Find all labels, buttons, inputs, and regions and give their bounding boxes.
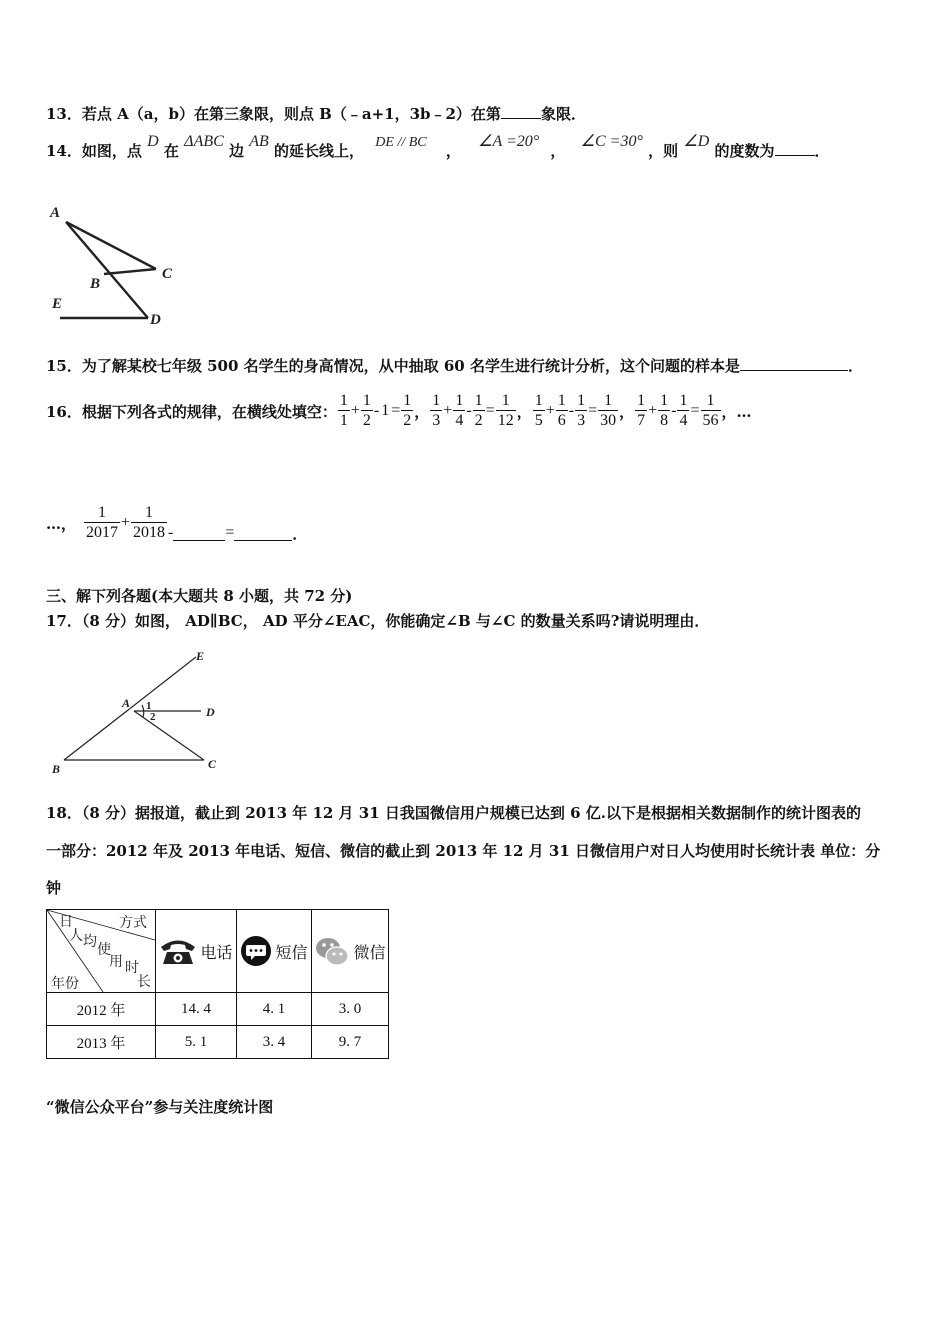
header-wechat: 微信 [312,910,389,993]
question-13: 13．若点 A（a，b）在第三象限，则点 B（﹣a+1，3b﹣2）在第 象限． [46,105,586,123]
answer-blank[interactable] [775,141,815,156]
question-15: 15．为了解某校七年级 500 名学生的身高情况，从中抽取 60 名学生进行统计分析，这个问题的样本是 ． [46,357,863,375]
answer-blank-1[interactable] [173,526,225,541]
label-B: B [90,276,101,292]
header-phone: 电话 [156,910,237,993]
corner-year: 年份 [51,977,79,992]
label-A: A [50,205,61,221]
section-3-title: 三、解下列各题(本大题共 8 小题，共 72 分) [46,587,353,605]
question-18-line2: 一部分：2012 年及 2013 年电话、短信、微信的截止到 2013 年 12 月 31 日微信用户对日人均使用时长统计表 单位：分 [46,842,881,860]
svg-text:用: 用 [109,955,123,970]
answer-blank[interactable] [501,104,541,119]
label-E: E [196,649,205,663]
svg-text:时: 时 [125,961,139,976]
question-14: 14．如图，点 D 在 ΔABC 边 AB 的延长线上， DE // BC ， ∠A =20° ， ∠C =30° ，则 ∠D 的度数为 ． [46,133,830,160]
usage-table [46,909,389,1059]
corner-header-cell [47,910,156,993]
svg-text:日: 日 [59,915,73,930]
label-D: D [150,312,161,328]
header-sms: 短信 [237,910,312,993]
q14-triangle-figure [46,200,186,330]
answer-blank[interactable] [740,356,848,371]
angle-1-label: 1 [146,700,152,712]
label-B: B [52,762,61,776]
label-C: C [208,757,217,771]
chart-title: “微信公众平台”参与关注度统计图 [46,1098,274,1116]
svg-text:使: 使 [97,943,111,958]
svg-text:均: 均 [83,935,97,950]
question-16: 16． 根据下列各式的规律，在横线处填空： $\frac{1}{1}$ + $\frac{1}{2}$ - 1 = $\frac{1}{2}$ ， $\frac{1}{3}$ + $\frac{1}{4}$ - $\frac{1}{2}$ = $\frac{1}{12}$ ， $\frac{1}{5}$ + $\frac{1}{6}$ - $\frac{1}{3}$ = $\frac{1}{30}$ ， $\frac{1}{7}$ + $\frac{1}{8}$ - $\frac{1}{4}$ = $\frac{1}{56}$ ，… [46,391,752,429]
svg-text:人: 人 [69,929,83,944]
question-18: 18．（8 分）据报道，截止到 2013 年 12 月 31 日我国微信用户规模已达到 6 亿.以下是根据相关数据制作的统计图表的 [46,804,861,822]
telephone-icon [159,936,197,966]
question-18-line3: 钟 [46,879,62,897]
q17-figure [46,645,236,780]
label-E: E [52,296,63,312]
label-C: C [162,266,173,282]
angle-2-label: 2 [150,711,156,723]
wechat-icon [314,935,350,967]
svg-text:长: 长 [137,975,151,990]
answer-blank-2[interactable] [234,526,292,541]
table-row: 2012 年 14. 4 4. 1 3. 0 [47,993,389,1026]
corner-method: 方式 [119,916,147,931]
table-row: 2013 年 5. 1 3. 4 9. 7 [47,1026,389,1059]
question-17: 17．（8 分）如图， AD∥BC， AD 平分∠EAC，你能确定∠B 与∠C 的数量关系吗?请说明理由． [46,612,710,630]
question-16-continued: …， $\frac{1}{2017}$ + $\frac{1}{2018}$ - = ． [46,503,308,543]
label-A: A [122,696,131,710]
label-D: D [206,705,215,719]
message-bubble-icon [240,935,272,967]
